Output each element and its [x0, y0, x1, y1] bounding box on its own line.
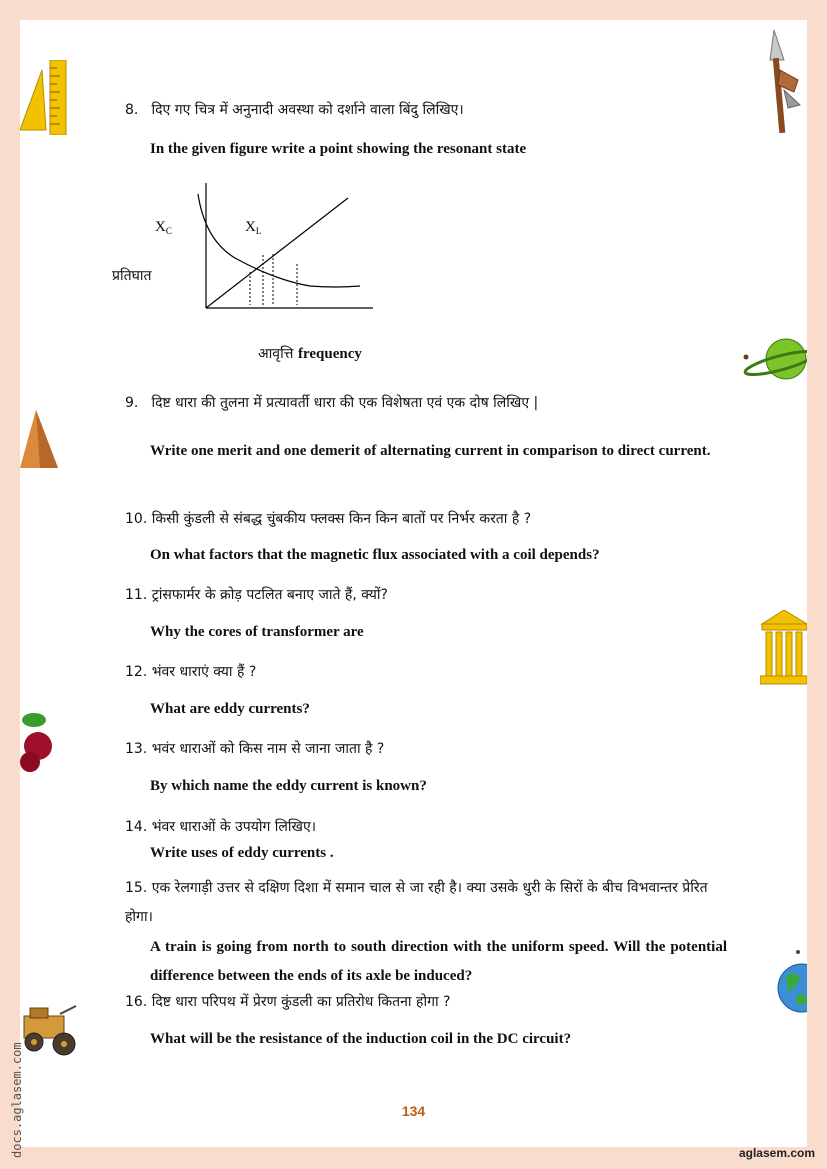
- question-15-english: A train is going from north to south direction with the uniform speed. Will the potential difference between the ends of its axle be induced?: [150, 939, 727, 984]
- question-number: 16.: [125, 994, 148, 1010]
- question-text-hindi: दिष्ट धारा की तुलना में प्रत्यावर्ती धारा की एक विशेषता एवं एक दोष लिखिए |: [151, 395, 539, 411]
- pyramid-icon: [20, 410, 58, 470]
- question-number: 13.: [125, 741, 148, 757]
- question-text-hindi: ट्रांसफार्मर के क्रोड़ पटलित बनाए जाते हैं, क्यों?: [151, 587, 388, 603]
- question-14-english: Write uses of eddy currents .: [150, 845, 334, 861]
- question-16-english: What will be the resistance of the induction coil in the DC circuit?: [150, 1031, 572, 1047]
- question-text-hindi: एक रेलगाड़ी उत्तर से दक्षिण दिशा में समान चाल से जा रही है। क्या उसके धुरी के सिरों के बीच विभवान्तर प्रेरित होगा।: [125, 880, 708, 925]
- question-13-hindi: [125, 739, 727, 758]
- x-axis-label: [258, 344, 362, 363]
- question-text-hindi: दिए गए चित्र में अनुनादी अवस्था को दर्शाने वाला बिंदु लिखिए।: [151, 102, 464, 118]
- question-text-hindi: भंवर धाराओं के उपयोग लिखिए।: [151, 819, 317, 835]
- question-9-english: Write one merit and one demerit of alternating current in comparison to direct current.: [150, 443, 711, 459]
- globe-icon: [776, 948, 807, 1018]
- stone-tool-icon: [766, 30, 806, 135]
- question-8-hindi: [125, 100, 727, 119]
- question-number: 14.: [125, 819, 148, 835]
- question-10-hindi: [125, 509, 727, 528]
- ruler-icon: [20, 60, 68, 135]
- question-text-hindi: किसी कुंडली से संबद्ध चुंबकीय फ्लक्स किन किन बातों पर निर्भर करता है ?: [151, 511, 532, 527]
- watermark: docs.aglasem.com: [10, 1042, 24, 1158]
- question-13-english: By which name the eddy current is known?: [150, 778, 427, 794]
- question-11-hindi: [125, 585, 727, 604]
- x-axis-label-hindi: आवृत्ति: [258, 346, 294, 362]
- y-axis-label: प्रतिघात: [112, 268, 152, 284]
- question-number: 9.: [125, 395, 139, 411]
- question-number: 12.: [125, 664, 148, 680]
- question-number: 11.: [125, 587, 148, 603]
- question-8-english: In the given figure write a point showing the resonant state: [150, 141, 527, 157]
- question-text-hindi: भंवर धाराएं क्या हैं ?: [151, 664, 257, 680]
- question-text-hindi: भवंर धाराओं को किस नाम से जाना जाता है ?: [151, 741, 385, 757]
- question-15-hindi: [125, 874, 727, 932]
- fruit-icon: [20, 708, 56, 776]
- question-10-english: On what factors that the magnetic flux associated with a coil depends?: [150, 547, 600, 563]
- brand-text: aglasem.com: [738, 1146, 815, 1160]
- question-12-hindi: [125, 662, 727, 681]
- xl-label: $X_L$: [245, 219, 262, 236]
- question-16-hindi: [125, 992, 727, 1011]
- question-12-english: What are eddy currents?: [150, 701, 310, 717]
- question-text-hindi: दिष्ट धारा परिपथ में प्रेरण कुंडली का प्रतिरोध कितना होगा ?: [151, 994, 451, 1010]
- x-axis-label-english: frequency: [298, 346, 362, 362]
- page-number: 134: [401, 1103, 426, 1119]
- planet-icon: [740, 335, 807, 385]
- question-11-english: Why the cores of transformer are: [150, 624, 364, 640]
- vintage-car-icon: [20, 1000, 82, 1058]
- question-9-hindi: [125, 393, 727, 412]
- question-14-hindi: [125, 817, 727, 836]
- xc-label: $X_C$: [155, 219, 172, 236]
- question-number: 8.: [125, 102, 139, 118]
- question-number: 15.: [125, 880, 148, 896]
- temple-icon: [760, 610, 807, 685]
- question-number: 10.: [125, 511, 148, 527]
